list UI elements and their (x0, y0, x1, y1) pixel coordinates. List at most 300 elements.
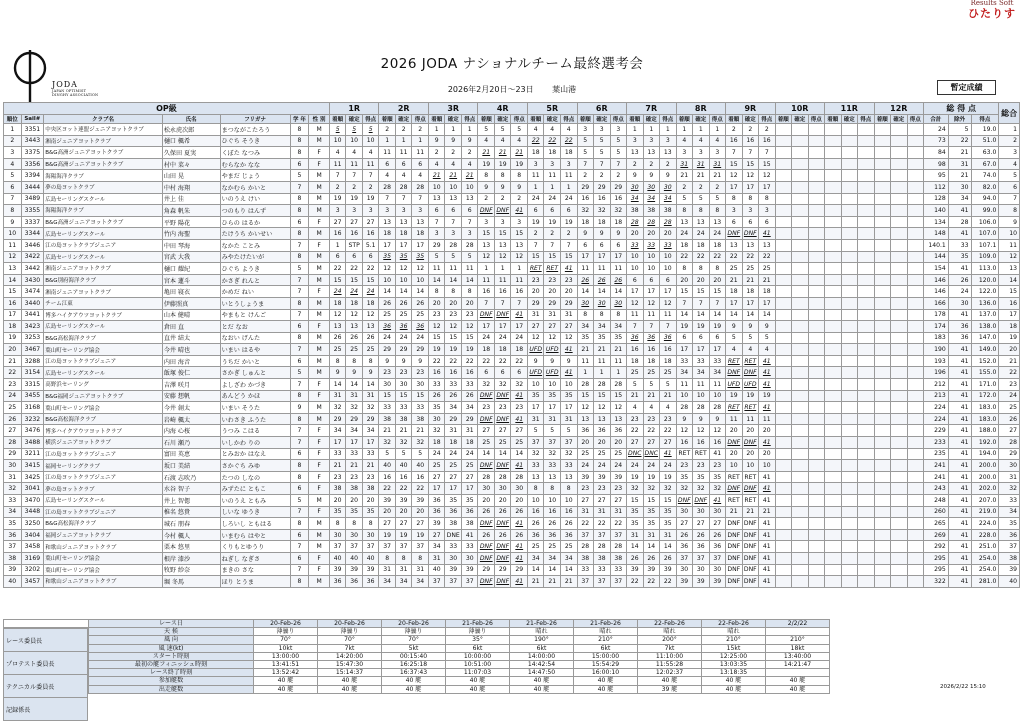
race-cell: 26 (412, 297, 429, 309)
race-cell: 16 (511, 286, 528, 298)
race-cell: 28 (594, 379, 611, 391)
race-cell: 34 (428, 541, 445, 553)
race-cell: 35 (627, 518, 644, 530)
race-cell (907, 425, 924, 437)
race-cell: 16 (577, 193, 594, 205)
race-cell: 35 (346, 506, 363, 518)
race-cell: 35 (560, 390, 577, 402)
race-cell (825, 460, 842, 472)
race-cell: 7 (742, 147, 759, 159)
race-cell: 22 (445, 355, 462, 367)
race-cell: RET (726, 355, 743, 367)
race-cell: 20 (461, 297, 478, 309)
race-cell: 13 (610, 413, 627, 425)
race-cell: 36 (329, 576, 346, 588)
race-cell: 14 (594, 286, 611, 298)
race-cell: 31 (627, 529, 644, 541)
race-cell: 4 (346, 147, 363, 159)
race-cell: 5 (759, 332, 776, 344)
race-cell (808, 263, 825, 275)
race-cell: 25 (445, 460, 462, 472)
club-cell: 葉山町セーリング協会 (44, 564, 163, 576)
race-cell: 9 (494, 181, 511, 193)
race-cell: 14 (709, 309, 726, 321)
race-cell: 16 (478, 286, 495, 298)
grade-cell: 8 (290, 576, 309, 588)
conditions-cell: 16:25:18 (382, 660, 446, 668)
race-cell: 15 (693, 286, 710, 298)
race-cell: 20 (610, 437, 627, 449)
race-cell (775, 437, 792, 449)
race-cell: 36 (428, 495, 445, 507)
club-cell: 江の島ヨットクラブジュニア (44, 471, 163, 483)
race-cell (808, 355, 825, 367)
sex-cell: F (309, 286, 330, 298)
overall-cell: 6 (999, 181, 1020, 193)
grade-cell: 5 (290, 170, 309, 182)
race-cell (841, 321, 858, 333)
race-cell: 41 (759, 541, 776, 553)
race-cell: 16 (362, 228, 379, 240)
race-cell: 21 (412, 425, 429, 437)
race-cell: 11 (395, 147, 412, 159)
race-cell: 23 (643, 413, 660, 425)
race-cell: 36 (693, 541, 710, 553)
race-cell: 5 (346, 124, 363, 136)
race-cell (841, 170, 858, 182)
race-cell: 8 (594, 309, 611, 321)
race-cell (891, 181, 908, 193)
total-cell: 248 (924, 495, 949, 507)
race-cell (808, 274, 825, 286)
conditions-label: 参加艇数 (89, 677, 254, 685)
race-cell: DNF (478, 390, 495, 402)
race-cell: 18 (643, 355, 660, 367)
conditions-label: 天 候 (89, 628, 254, 636)
race-cell (808, 483, 825, 495)
race-cell: DNF (726, 518, 743, 530)
race-cell: 2 (362, 181, 379, 193)
event-venue: 葉山港 (552, 85, 577, 94)
race-cell: 9 (329, 367, 346, 379)
name-cell: 山本 健晴 (162, 309, 220, 321)
race-cell: 20 (643, 228, 660, 240)
kana-cell: いとうしょうま (220, 297, 290, 309)
race-cell: 13 (693, 216, 710, 228)
race-cell: 25 (461, 460, 478, 472)
race-cell: 6 (527, 205, 544, 217)
race-cell (775, 251, 792, 263)
race-cell: 36 (445, 506, 462, 518)
race-cell: 34 (544, 552, 561, 564)
race-cell (907, 506, 924, 518)
race-cell: 32 (395, 437, 412, 449)
race-cell: 9 (428, 135, 445, 147)
race-cell: 10 (445, 181, 462, 193)
conditions-cell: 13:52:42 (254, 669, 318, 677)
race-cell (825, 425, 842, 437)
race-cell: 22 (693, 251, 710, 263)
race-cell: 26 (494, 529, 511, 541)
excluded-cell: 41 (948, 471, 971, 483)
excluded-cell: 24 (948, 286, 971, 298)
race-header: 1R (329, 103, 379, 115)
kana-cell: まつながこたろう (220, 124, 290, 136)
race-cell: DNF (726, 228, 743, 240)
race-cell: 26 (329, 332, 346, 344)
race-cell (874, 576, 891, 588)
race-cell: 30 (693, 564, 710, 576)
race-cell: 32 (478, 379, 495, 391)
race-cell: 39 (379, 495, 396, 507)
race-cell (874, 228, 891, 240)
table-row (4, 367, 1020, 379)
club-cell: B&G高松海洋クラブ (44, 332, 163, 344)
race-cell (792, 448, 809, 460)
race-cell: DNE (445, 529, 462, 541)
race-cell: 7 (428, 216, 445, 228)
race-cell (808, 309, 825, 321)
race-cell: 37 (594, 529, 611, 541)
overall-cell: 20 (999, 344, 1020, 356)
race-cell (891, 297, 908, 309)
score-cell: 94.0 (971, 193, 999, 205)
race-cell: 31 (560, 413, 577, 425)
race-cell: DNF (726, 552, 743, 564)
race-cell: 36 (676, 541, 693, 553)
race-cell: 20 (676, 274, 693, 286)
race-cell (841, 193, 858, 205)
race-cell: 26 (379, 297, 396, 309)
race-cell: 11 (527, 170, 544, 182)
sail-cell: 3423 (21, 321, 44, 333)
col-sex: 性 別 (309, 115, 330, 124)
sail-cell: 3356 (21, 158, 44, 170)
table-row (4, 147, 1020, 159)
conditions-cell: 00:15:40 (382, 652, 446, 660)
conditions-label: 出走艇数 (89, 685, 254, 693)
race-cell: 23 (527, 274, 544, 286)
race-cell: 10 (643, 263, 660, 275)
race-cell (792, 483, 809, 495)
race-cell: 12 (594, 402, 611, 414)
race-cell: 31 (428, 552, 445, 564)
total-cell: 183 (924, 332, 949, 344)
race-cell (825, 506, 842, 518)
race-cell: 10 (627, 251, 644, 263)
race-cell: 3 (494, 216, 511, 228)
race-cell: 37 (594, 576, 611, 588)
rank-cell: 12 (4, 251, 22, 263)
score-cell: 202.0 (971, 483, 999, 495)
race-cell: 1 (428, 124, 445, 136)
race-cell (841, 483, 858, 495)
race-cell: 12 (693, 425, 710, 437)
sail-cell: 3168 (21, 402, 44, 414)
race-cell (841, 390, 858, 402)
conditions-cell: 40 艇 (510, 677, 574, 685)
race-header: 9R (726, 103, 776, 115)
excluded-cell: 41 (948, 460, 971, 472)
name-cell: 村中 菜々 (162, 158, 220, 170)
race-cell (825, 344, 842, 356)
overall-cell: 21 (999, 355, 1020, 367)
race-cell: RET (726, 471, 743, 483)
score-cell: 192.0 (971, 437, 999, 449)
grade-cell: 9 (290, 402, 309, 414)
race-cell: 14 (742, 309, 759, 321)
race-cell (891, 506, 908, 518)
race-cell (775, 124, 792, 136)
race-cell: 30 (660, 181, 677, 193)
race-cell: 4 (693, 135, 710, 147)
race-cell: 17 (395, 239, 412, 251)
race-cell: 18 (461, 437, 478, 449)
race-cell: 10 (660, 251, 677, 263)
race-cell (891, 448, 908, 460)
race-cell: 2 (494, 193, 511, 205)
race-cell: 13 (594, 413, 611, 425)
race-cell (825, 135, 842, 147)
race-cell: 20 (726, 448, 743, 460)
sail-cell: 3394 (21, 170, 44, 182)
rank-cell: 23 (4, 379, 22, 391)
race-cell: 19 (527, 216, 544, 228)
sex-cell: F (309, 448, 330, 460)
race-cell: 8 (726, 193, 743, 205)
conditions-cell: 13:03:35 (702, 660, 766, 668)
conditions-cell: 15kt (702, 644, 766, 652)
race-cell: 41 (759, 471, 776, 483)
race-subheader: 着順 (527, 115, 544, 124)
race-cell: 30 (362, 529, 379, 541)
name-cell: 富田 英恵 (162, 448, 220, 460)
race-subheader: 得点 (808, 115, 825, 124)
official-row (4, 629, 88, 652)
club-cell: B&G高洲ジュニアヨットクラブ (44, 158, 163, 170)
race-cell: 35 (709, 471, 726, 483)
grade-cell: 8 (290, 413, 309, 425)
race-cell (907, 518, 924, 530)
race-cell (808, 564, 825, 576)
conditions-cell: 11:07:03 (446, 669, 510, 677)
race-cell: 13 (461, 193, 478, 205)
race-cell: 1 (577, 367, 594, 379)
conditions-cell: 40 艇 (318, 685, 382, 693)
race-cell (808, 448, 825, 460)
race-cell (841, 344, 858, 356)
conditions-cell: 40 艇 (638, 677, 702, 685)
race-cell (808, 239, 825, 251)
table-row (4, 355, 1020, 367)
race-cell: 14 (346, 379, 363, 391)
race-cell (858, 448, 875, 460)
table-row (4, 529, 1020, 541)
race-cell: 5 (412, 448, 429, 460)
race-cell: 27 (610, 495, 627, 507)
grade-cell: 7 (290, 309, 309, 321)
table-row (4, 483, 1020, 495)
race-cell: 7 (726, 147, 743, 159)
race-cell (808, 216, 825, 228)
race-cell (825, 552, 842, 564)
overall-cell: 11 (999, 239, 1020, 251)
race-cell (858, 344, 875, 356)
race-cell: 13 (660, 147, 677, 159)
race-cell: 21 (461, 170, 478, 182)
race-cell: 21 (346, 460, 363, 472)
conditions-cell: 10:51:00 (446, 660, 510, 668)
excluded-cell: 41 (948, 552, 971, 564)
race-cell: 38 (329, 483, 346, 495)
race-cell: 23 (560, 274, 577, 286)
race-cell (891, 529, 908, 541)
conditions-cell: 200° (638, 636, 702, 644)
table-row (4, 541, 1020, 553)
race-cell (841, 425, 858, 437)
race-cell: 37 (379, 541, 396, 553)
race-cell: 36 (395, 321, 412, 333)
brand-line2: ひたりす (968, 7, 1016, 20)
race-cell: 20 (379, 506, 396, 518)
sail-cell: 3154 (21, 367, 44, 379)
race-cell: 31 (709, 158, 726, 170)
race-cell: 41 (511, 541, 528, 553)
race-cell: 24 (577, 460, 594, 472)
race-cell: 29 (428, 239, 445, 251)
race-cell: 10 (527, 495, 544, 507)
race-cell: 9 (395, 355, 412, 367)
sex-cell: M (309, 193, 330, 205)
total-cell: 112 (924, 181, 949, 193)
race-cell: 14 (428, 274, 445, 286)
race-cell (808, 181, 825, 193)
race-cell: 41 (511, 576, 528, 588)
race-cell (891, 135, 908, 147)
race-cell: 16 (759, 135, 776, 147)
race-cell: 15 (494, 228, 511, 240)
race-cell (907, 147, 924, 159)
race-cell: 5 (379, 448, 396, 460)
race-cell: 23 (511, 402, 528, 414)
race-cell: 31 (395, 564, 412, 576)
race-cell: 11 (461, 263, 478, 275)
results-soft-brand (968, 0, 1016, 19)
race-cell: 8 (709, 205, 726, 217)
race-cell: 24 (544, 193, 561, 205)
race-cell: 7 (445, 216, 462, 228)
race-cell: 33 (709, 355, 726, 367)
race-cell (792, 297, 809, 309)
race-cell: 31 (660, 529, 677, 541)
rank-cell: 28 (4, 437, 22, 449)
race-cell: DNF (478, 518, 495, 530)
race-cell: 23 (379, 367, 396, 379)
race-cell: 35 (627, 506, 644, 518)
race-cell (825, 158, 842, 170)
race-cell: 34 (660, 193, 677, 205)
race-cell (808, 495, 825, 507)
race-cell (907, 576, 924, 588)
race-cell: 21 (759, 274, 776, 286)
race-cell: 16 (676, 437, 693, 449)
race-cell: 19 (445, 344, 462, 356)
race-cell: 23 (395, 367, 412, 379)
conditions-cell: 12:25:00 (702, 652, 766, 660)
race-cell: 7 (594, 158, 611, 170)
sail-cell: 3440 (21, 297, 44, 309)
race-cell (841, 576, 858, 588)
race-cell (891, 355, 908, 367)
race-cell: 41 (511, 460, 528, 472)
race-cell: 29 (379, 344, 396, 356)
race-cell (825, 576, 842, 588)
race-cell (775, 321, 792, 333)
race-cell: 25 (560, 541, 577, 553)
race-subheader: 確定 (395, 115, 412, 124)
race-cell: 16 (709, 437, 726, 449)
race-cell: 27 (478, 425, 495, 437)
race-cell (825, 170, 842, 182)
race-subheader: 得点 (907, 115, 924, 124)
overall-cell: 3 (999, 147, 1020, 159)
race-cell: 7 (362, 170, 379, 182)
race-cell: 5 (577, 135, 594, 147)
race-cell: 13 (676, 216, 693, 228)
race-cell: 18 (676, 239, 693, 251)
overall-cell: 12 (999, 251, 1020, 263)
race-cell: 41 (759, 402, 776, 414)
club-cell: 広島セーリングスクール (44, 228, 163, 240)
race-cell: 12 (445, 321, 462, 333)
total-cell: 193 (924, 355, 949, 367)
race-cell: 6 (726, 216, 743, 228)
race-cell (907, 263, 924, 275)
race-cell: 18 (627, 355, 644, 367)
race-cell (841, 495, 858, 507)
total-cell: 212 (924, 379, 949, 391)
race-cell: 18 (709, 239, 726, 251)
race-cell: 24 (362, 286, 379, 298)
table-row (4, 448, 1020, 460)
race-cell: 39 (412, 495, 429, 507)
race-cell: 1 (676, 124, 693, 136)
overall-cell: 16 (999, 297, 1020, 309)
race-cell: 22 (676, 251, 693, 263)
race-cell (907, 216, 924, 228)
table-row (4, 402, 1020, 414)
sail-cell: 3458 (21, 541, 44, 553)
kana-cell: なかむら かいと (220, 181, 290, 193)
race-cell (858, 471, 875, 483)
race-cell (792, 437, 809, 449)
race-cell: 24 (445, 448, 462, 460)
race-cell: 24 (478, 332, 495, 344)
score-cell: 183.0 (971, 402, 999, 414)
race-cell: 19 (693, 321, 710, 333)
race-cell: 37 (346, 541, 363, 553)
race-cell: 31 (594, 506, 611, 518)
race-cell: 41 (511, 518, 528, 530)
race-cell: 8 (693, 263, 710, 275)
race-cell (825, 483, 842, 495)
race-cell: 31 (544, 309, 561, 321)
race-cell: 7 (610, 158, 627, 170)
race-cell: 5 (362, 124, 379, 136)
race-cell: 12 (379, 263, 396, 275)
club-cell: 葉山町セーリング協会 (44, 344, 163, 356)
race-cell: 38 (346, 483, 363, 495)
